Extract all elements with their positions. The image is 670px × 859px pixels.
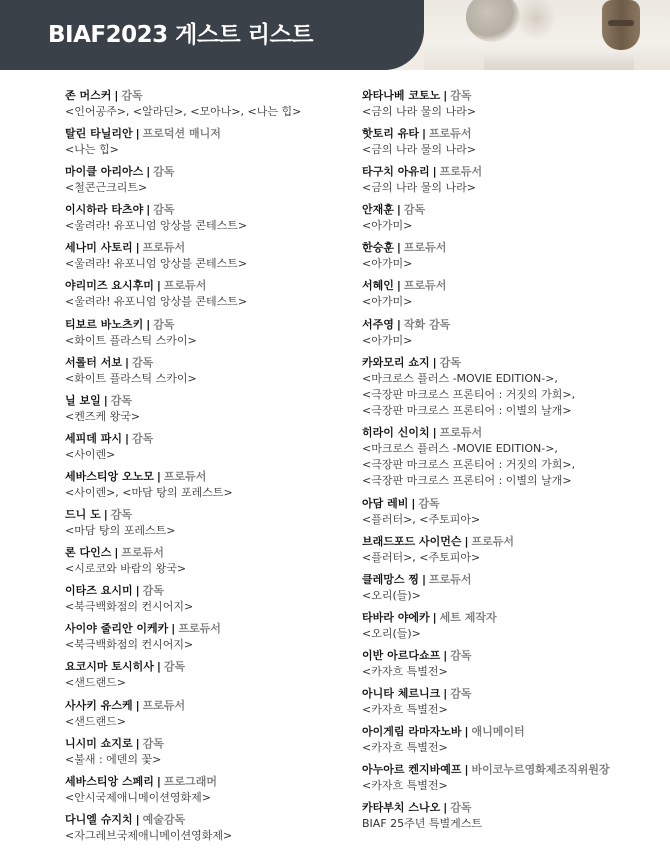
guest-name: 이시하라 타츠야 [65,203,144,217]
guest-works: <켄즈케 왕국> [65,409,141,423]
guest-works: <금의 나라 물의 나라> [362,181,476,195]
guest-works: <시로코와 바람의 왕국> [65,562,187,576]
guest-works: <아가미> [362,219,413,233]
separator: | [135,812,140,826]
guest-works: <극장판 마크로스 프론티어 : 거짓의 가희>, [362,458,576,472]
guest-works: <극장판 마크로스 프론티어 : 이별의 날개> [362,403,572,417]
guest-role: 프로듀서 [121,546,164,560]
guest-works: <아가미> [362,333,413,347]
separator: | [156,469,161,483]
guest-name-line [65,164,345,180]
guest-works: <안시국제애니메이션영화제> [65,790,211,804]
guest-works: <오리(들)> [362,626,421,640]
separator: | [135,127,140,141]
guest-role: 프로듀서 [429,572,472,586]
guest-name: 야리미즈 요시후미 [65,279,154,293]
guest-entry [362,762,662,800]
guest-name: 요코시마 토시히사 [65,660,154,674]
guest-entry [362,534,662,572]
guest-works: <철콘근크리트> [65,181,148,195]
guest-entry [65,126,345,164]
guest-works: <자그레브국제애니메이션영화제> [65,828,233,842]
separator: | [432,355,437,369]
guest-role: 감독 [163,660,186,674]
guest-role: 프로듀서 [471,534,515,548]
separator: | [396,279,401,293]
guest-name-line [362,240,662,256]
guest-role: 감독 [450,89,472,102]
guest-name: 존 머스커 [65,89,112,102]
guest-name: 안재훈 [362,203,394,217]
guest-name-line [362,724,662,740]
guest-name: 티보르 바노츠키 [65,317,144,331]
guest-entry [65,621,345,659]
guest-entry [65,202,345,240]
guest-entry [362,724,662,762]
guest-entry [65,736,345,774]
separator: | [432,610,437,624]
guest-name: 사사키 유스케 [65,698,133,712]
guest-role: 감독 [142,584,164,598]
guest-name-line [362,317,662,333]
guest-name-line [65,698,345,714]
guest-name: 론 다인스 [65,546,112,560]
guest-role: 프로듀서 [178,622,221,636]
guest-role: 감독 [450,687,472,701]
guest-name: 세나미 사토리 [65,241,133,255]
guest-works: <샌드랜드> [65,676,126,690]
guest-name-line [65,431,345,447]
guest-works: <북극백화점의 컨시어지> [65,638,194,652]
guest-name-line [362,88,662,104]
guest-name-line [65,393,345,409]
guest-works: <극장판 마크로스 프론티어 : 거짓의 가희>, [362,387,576,401]
separator: | [464,725,469,739]
separator: | [443,649,448,663]
separator: | [124,431,129,445]
guest-name-line [362,534,662,550]
guest-role: 감독 [153,317,175,331]
guest-works: <울려라! 유포니엄 앙상블 콘테스트> [65,295,248,309]
guest-role: 프로듀서 [429,127,472,141]
guest-works: <금의 나라 물의 나라> [362,105,476,118]
guest-works: <사이렌>, <마담 탕의 포레스트> [65,485,233,499]
guest-name-line [362,800,662,816]
guest-name: 카와모리 쇼지 [362,355,430,369]
guest-works: <금의 나라 물의 나라> [362,143,476,157]
guest-role: 감독 [439,355,461,369]
guest-role: 프로듀서 [403,279,447,293]
guest-works: <마크로스 플러스 -MOVIE EDITION->, [362,442,558,456]
guest-entry [65,317,345,355]
guest-name: 아누아르 켄지바예프 [362,763,462,777]
guest-works: <나는 힙> [65,143,119,157]
guest-role: 감독 [418,496,440,510]
photo-figure-detail [608,20,634,26]
guest-name-line [65,812,345,828]
guest-entry [65,507,345,545]
guest-works: <오리(들)> [362,588,421,602]
guest-role: 감독 [132,431,154,445]
separator: | [146,317,151,331]
guest-works: <플러터>, <주토피아> [362,550,481,564]
guest-role: 감독 [142,736,164,750]
header [0,0,670,70]
guest-works: <카자흐 특별전> [362,665,448,679]
guest-role: 감독 [121,89,143,102]
guest-role: 감독 [110,393,133,407]
guest-name-line [65,240,345,256]
guest-works: <화이트 플라스틱 스카이> [65,371,197,385]
separator: | [146,203,151,217]
guest-name-line [362,164,662,180]
guest-works: <플러터>, <주토피아> [362,512,481,526]
guest-entry [65,431,345,469]
guest-name-line [65,126,345,142]
separator: | [171,622,176,636]
guest-name-line [65,507,345,523]
guest-name: 한승훈 [362,241,394,255]
guest-name-line [65,278,345,294]
photo-blur-shape [466,0,520,42]
guest-name: 핫토리 유타 [362,127,419,141]
guest-entry [362,686,662,724]
separator: | [432,165,437,179]
guest-role: 프로덕션 매니저 [142,127,221,141]
guest-entry [362,88,662,126]
guest-name: 이반 아르다쇼프 [362,649,441,663]
guest-name: 와타나베 코토노 [362,89,441,102]
separator: | [443,687,448,701]
guest-entry [65,659,345,697]
guest-name-line [362,572,662,588]
guest-name: 타바라 야에카 [362,610,430,624]
separator: | [156,279,161,293]
guest-name-line [362,496,662,512]
guest-works: <아가미> [362,295,413,309]
guest-name: 세피데 파시 [65,431,122,445]
guest-entry [362,610,662,648]
guest-name: 서주영 [362,317,394,331]
photo-blur-shape [516,0,556,40]
guest-role: 프로듀서 [142,241,186,255]
guest-works: BIAF 25주년 특별게스트 [362,817,483,831]
guest-entry [362,202,662,240]
separator: | [103,393,108,407]
separator: | [396,317,401,331]
guest-works: <극장판 마크로스 프론티어 : 이별의 날개> [362,474,572,488]
separator: | [432,426,437,440]
header-title-bar [0,0,424,70]
separator: | [421,127,426,141]
guest-entry [362,317,662,355]
guest-name-line [65,621,345,637]
guest-entry [65,583,345,621]
guest-name: 아니타 체르니크 [362,687,441,701]
guest-works: <아가미> [362,257,413,271]
guest-name-line [65,583,345,599]
guest-name-line [362,355,662,371]
guest-entry [362,126,662,164]
guest-role: 프로듀서 [163,469,207,483]
separator: | [114,546,119,560]
separator: | [124,355,129,369]
separator: | [464,534,469,548]
guest-role: 감독 [153,165,175,179]
guest-name: 히라이 신이치 [362,426,430,440]
guest-name-line [65,774,345,790]
separator: | [411,496,416,510]
separator: | [135,698,140,712]
guest-name-line [362,686,662,702]
guest-name: 드니 도 [65,508,101,522]
guest-name-line [362,648,662,664]
guest-works: <사이렌> [65,447,116,461]
guest-role: 바이코누르영화제조직위원장 [471,763,610,777]
guest-entry [65,355,345,393]
guest-name: 서롤터 서보 [65,355,122,369]
guest-entry [65,698,345,736]
separator: | [443,89,448,102]
guest-role: 감독 [450,801,472,815]
guest-entry [65,469,345,507]
guest-role: 감독 [450,649,472,663]
guest-works: <카자흐 특별전> [362,779,448,793]
guest-works: <마크로스 플러스 -MOVIE EDITION->, [362,371,558,385]
guest-name: 아이게림 라마자노바 [362,725,462,739]
guest-entry [65,88,345,126]
guest-name-line [65,469,345,485]
guest-name: 브래드포드 사이먼슨 [362,534,462,548]
separator: | [396,203,401,217]
separator: | [114,89,119,102]
guest-list-left-column [65,88,345,850]
guest-role: 프로듀서 [163,279,207,293]
guest-name: 서혜인 [362,279,394,293]
separator: | [103,508,108,522]
guest-name-line [362,610,662,626]
guest-name: 다니엘 슈지치 [65,812,133,826]
guest-name: 닐 보일 [65,393,101,407]
guest-list-right-column [362,88,662,839]
header-photo [424,0,670,70]
guest-name: 사이야 줄리안 이케카 [65,622,169,636]
guest-role: 감독 [153,203,175,217]
separator: | [443,801,448,815]
guest-entry [65,545,345,583]
separator: | [146,165,151,179]
guest-role: 프로듀서 [439,165,483,179]
guest-name: 세바스티앙 스페리 [65,774,154,788]
guest-name: 마이클 아리아스 [65,165,144,179]
photo-ground [484,52,634,70]
separator: | [421,572,426,586]
guest-name-line [362,278,662,294]
guest-entry [362,572,662,610]
separator: | [464,763,469,777]
separator: | [396,241,401,255]
guest-role: 감독 [403,203,426,217]
guest-name-line [65,659,345,675]
guest-entry [65,240,345,278]
guest-name: 아담 레비 [362,496,409,510]
guest-name: 니시미 쇼지로 [65,736,133,750]
separator: | [156,774,161,788]
guest-role: 세트 제작자 [439,610,497,624]
guest-works: <화이트 플라스틱 스카이> [65,333,197,347]
guest-name-line [65,88,345,104]
guest-entry [65,812,345,850]
guest-role: 감독 [110,508,133,522]
guest-works: <카자흐 특별전> [362,741,448,755]
guest-name-line [362,425,662,441]
guest-role: 프로듀서 [439,426,483,440]
guest-name-line [65,202,345,218]
guest-entry [362,240,662,278]
guest-role: 프로듀서 [142,698,186,712]
guest-entry [362,648,662,686]
separator: | [135,736,140,750]
guest-role: 감독 [132,355,154,369]
guest-entry [65,393,345,431]
guest-entry [362,425,662,496]
guest-entry [65,278,345,316]
guest-works: <카자흐 특별전> [362,703,448,717]
separator: | [156,660,161,674]
guest-role: 프로그래머 [163,774,218,788]
guest-entry [362,496,662,534]
guest-name-line [362,126,662,142]
guest-entry [362,164,662,202]
guest-works: <울려라! 유포니엄 앙상블 콘테스트> [65,219,248,233]
guest-name-line [362,202,662,218]
guest-works: <불새 : 에덴의 꽃> [65,752,162,766]
guest-name: 이타즈 요시미 [65,584,133,598]
guest-works: <인어공주>, <알라딘>, <모아나>, <나는 힙> [65,105,302,118]
guest-role: 애니메이터 [471,725,525,739]
guest-role: 프로듀서 [403,241,447,255]
guest-entry [65,774,345,812]
guest-works: <샌드랜드> [65,714,126,728]
guest-name-line [65,355,345,371]
guest-entry [362,278,662,316]
guest-name-line [362,762,662,778]
guest-role: 예술감독 [142,812,186,826]
guest-name: 카타부치 스나오 [362,801,441,815]
guest-name-line [65,736,345,752]
guest-works: <울려라! 유포니엄 앙상블 콘테스트> [65,257,248,271]
guest-name-line [65,545,345,561]
guest-entry [65,164,345,202]
guest-name: 세바스티앙 오노모 [65,469,154,483]
guest-name: 타구치 아유리 [362,165,430,179]
page-title: BIAF2023 게스트 리스트 [48,22,313,48]
separator: | [135,241,140,255]
guest-role: 작화 감독 [403,317,451,331]
separator: | [135,584,140,598]
guest-entry [362,800,662,838]
guest-entry [362,355,662,426]
guest-works: <마담 탕의 포레스트> [65,524,176,538]
guest-name: 탈린 타닐리안 [65,127,133,141]
guest-name: 클레망스 찡 [362,572,419,586]
guest-works: <북극백화점의 컨시어지> [65,600,194,614]
guest-name-line [65,317,345,333]
